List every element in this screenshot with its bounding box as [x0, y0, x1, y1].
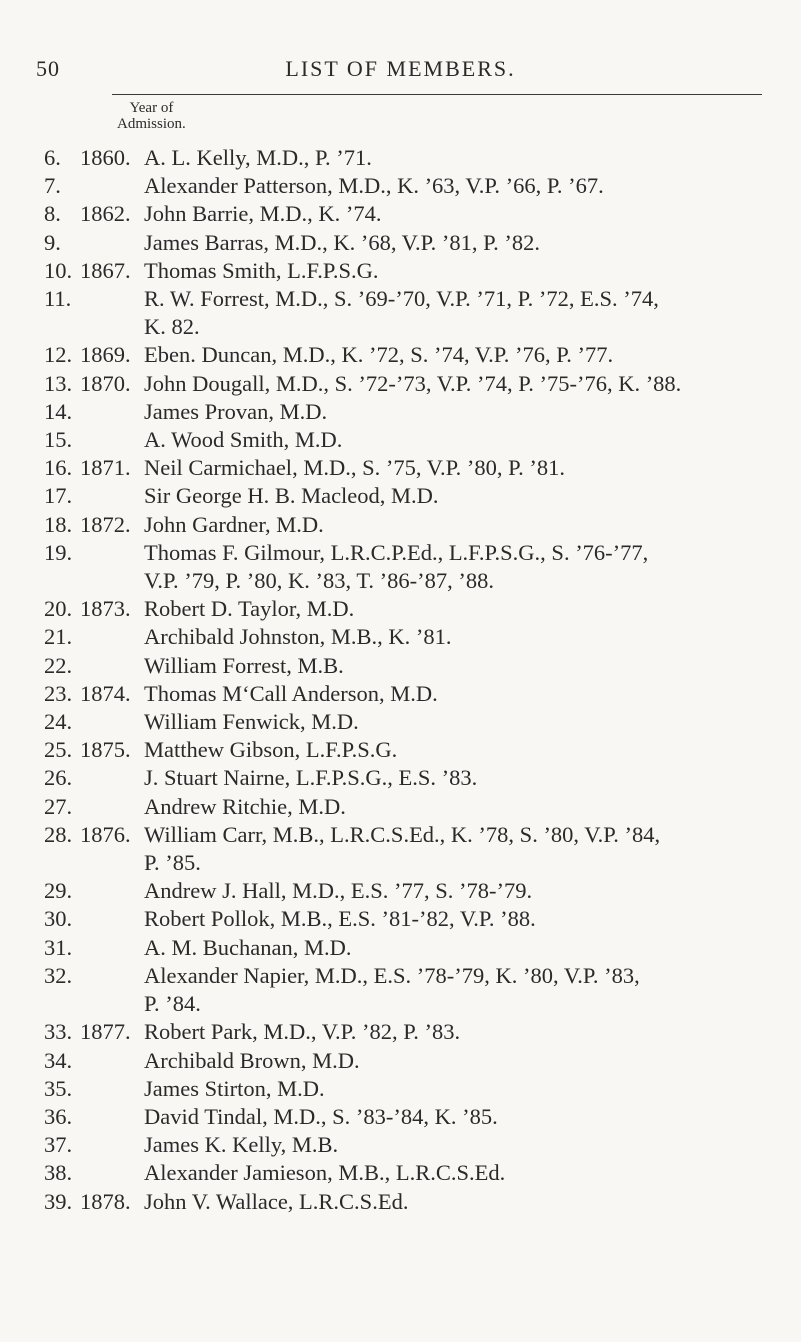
member-entry: [0, 144, 801, 172]
header-rule: [112, 94, 762, 95]
member-details: [144, 1103, 769, 1131]
member-name-line: A. Wood Smith, M.D.: [144, 427, 343, 453]
member-name-line: James Provan, M.D.: [144, 398, 328, 424]
entry-number: 22.: [44, 652, 73, 678]
member-details: [144, 877, 769, 905]
member-name-line: J. Stuart Nairne, L.F.P.S.G., E.S. ’83.: [144, 765, 478, 791]
member-entry: [0, 1131, 801, 1159]
member-continuation-line: P. ’85.: [144, 850, 201, 876]
member-name-line: Archibald Brown, M.D.: [144, 1047, 360, 1073]
member-name-line: James Stirton, M.D.: [144, 1075, 325, 1101]
member-name-line: Matthew Gibson, L.F.P.S.G.: [144, 737, 398, 763]
entry-number: 25.: [44, 737, 73, 763]
column-heading: [117, 100, 186, 132]
admission-year: 1875.: [80, 737, 131, 763]
member-name-line: David Tindal, M.D., S. ’83-’84, K. ’85.: [144, 1103, 498, 1129]
member-entry: [0, 1103, 801, 1131]
member-name-line: John Gardner, M.D.: [144, 511, 324, 537]
member-details: [144, 341, 769, 369]
entry-number: 19.: [44, 539, 73, 565]
admission-year: 1877.: [80, 1019, 131, 1045]
member-name-line: Alexander Patterson, M.D., K. ’63, V.P. ’66, P. ’67.: [144, 173, 604, 199]
member-details: [144, 539, 769, 595]
entry-number: 14.: [44, 398, 73, 424]
member-details: [144, 1159, 769, 1187]
entry-number: 7.: [44, 173, 61, 199]
member-name-line: Thomas Smith, L.F.P.S.G.: [144, 257, 379, 283]
member-details: [144, 821, 769, 877]
column-heading-line2: Admission.: [117, 116, 186, 132]
entry-number: 36.: [44, 1103, 73, 1129]
member-name-line: William Fenwick, M.D.: [144, 709, 359, 735]
member-entry: [0, 764, 801, 792]
member-details: [144, 962, 769, 1018]
entry-number: 31.: [44, 934, 73, 960]
member-details: [144, 144, 769, 172]
entry-number: 26.: [44, 765, 73, 791]
member-details: [144, 595, 769, 623]
member-details: [144, 482, 769, 510]
admission-year: 1876.: [80, 821, 131, 847]
entry-number: 29.: [44, 878, 73, 904]
member-entry: [0, 285, 801, 341]
admission-year: 1874.: [80, 680, 131, 706]
admission-year: 1878.: [80, 1188, 131, 1214]
member-details: [144, 285, 769, 341]
member-details: [144, 426, 769, 454]
member-entry: [0, 200, 801, 228]
member-name-line: James K. Kelly, M.B.: [144, 1132, 339, 1158]
member-details: [144, 454, 769, 482]
member-details: [144, 370, 769, 398]
entry-number: 30.: [44, 906, 73, 932]
member-entry: [0, 341, 801, 369]
member-details: [144, 652, 769, 680]
member-details: [144, 1018, 769, 1046]
entry-number: 9.: [44, 229, 61, 255]
member-entry: [0, 1075, 801, 1103]
member-name-line: John Barrie, M.D., K. ’74.: [144, 201, 382, 227]
entry-number: 24.: [44, 709, 73, 735]
member-entry: [0, 1159, 801, 1187]
member-entry: [0, 1018, 801, 1046]
admission-year: 1869.: [80, 342, 131, 368]
member-name-line: William Forrest, M.B.: [144, 652, 344, 678]
member-entry: [0, 652, 801, 680]
member-name-line: R. W. Forrest, M.D., S. ’69-’70, V.P. ’71, P. ’72, E.S. ’74,: [144, 286, 659, 312]
column-heading-line1: Year of: [129, 100, 174, 116]
member-details: [144, 680, 769, 708]
entry-number: 16.: [44, 455, 73, 481]
member-details: [144, 793, 769, 821]
entry-number: 12.: [44, 342, 73, 368]
member-name-line: Robert Pollok, M.B., E.S. ’81-’82, V.P. ’88.: [144, 906, 536, 932]
member-details: [144, 764, 769, 792]
member-details: [144, 1047, 769, 1075]
member-details: [144, 398, 769, 426]
entry-number: 32.: [44, 962, 73, 988]
member-entry: [0, 793, 801, 821]
member-details: [144, 623, 769, 651]
member-entry: [0, 708, 801, 736]
running-title: LIST OF MEMBERS.: [285, 56, 516, 81]
member-entry: [0, 962, 801, 1018]
entry-number: 35.: [44, 1075, 73, 1101]
member-continuation-line: K. 82.: [144, 314, 200, 340]
member-entry: [0, 934, 801, 962]
member-details: [144, 1075, 769, 1103]
member-entry: [0, 877, 801, 905]
entry-number: 28.: [44, 821, 73, 847]
member-name-line: James Barras, M.D., K. ’68, V.P. ’81, P. ’82.: [144, 229, 541, 255]
admission-year: 1870.: [80, 370, 131, 396]
member-entry: [0, 370, 801, 398]
member-continuation-line: P. ’84.: [144, 991, 201, 1017]
member-name-line: Alexander Napier, M.D., E.S. ’78-’79, K. ’80, V.P. ’83,: [144, 962, 640, 988]
member-name-line: Thomas M‘Call Anderson, M.D.: [144, 680, 438, 706]
member-name-line: Archibald Johnston, M.B., K. ’81.: [144, 624, 452, 650]
entry-number: 21.: [44, 624, 73, 650]
entry-number: 33.: [44, 1019, 73, 1045]
entry-number: 13.: [44, 370, 73, 396]
member-details: [144, 511, 769, 539]
entry-number: 34.: [44, 1047, 73, 1073]
member-details: [144, 708, 769, 736]
page-number: 50: [36, 56, 60, 81]
entry-number: 27.: [44, 793, 73, 819]
admission-year: 1871.: [80, 455, 131, 481]
entry-number: 17.: [44, 483, 73, 509]
member-name-line: Robert Park, M.D., V.P. ’82, P. ’83.: [144, 1019, 461, 1045]
entry-number: 39.: [44, 1188, 73, 1214]
member-entry: [0, 623, 801, 651]
member-entry: [0, 539, 801, 595]
member-name-line: Andrew J. Hall, M.D., E.S. ’77, S. ’78-’79.: [144, 878, 533, 904]
member-name-line: Andrew Ritchie, M.D.: [144, 793, 346, 819]
member-entry: [0, 257, 801, 285]
member-details: [144, 172, 769, 200]
admission-year: 1872.: [80, 511, 131, 537]
member-name-line: A. M. Buchanan, M.D.: [144, 934, 352, 960]
member-details: [144, 1188, 769, 1216]
member-entry: [0, 595, 801, 623]
admission-year: 1862.: [80, 201, 131, 227]
member-details: [144, 257, 769, 285]
member-entry: [0, 1047, 801, 1075]
entry-number: 6.: [44, 145, 61, 170]
entry-number: 20.: [44, 596, 73, 622]
entry-number: 11.: [44, 286, 72, 312]
member-name-line: Thomas F. Gilmour, L.R.C.P.Ed., L.F.P.S.G., S. ’76-’77,: [144, 539, 649, 565]
member-name-line: Robert D. Taylor, M.D.: [144, 596, 355, 622]
member-name-line: A. L. Kelly, M.D., P. ’71.: [144, 145, 372, 170]
admission-year: 1867.: [80, 257, 131, 283]
member-entry: [0, 1188, 801, 1216]
member-list: [0, 144, 801, 1216]
entry-number: 23.: [44, 680, 73, 706]
member-entry: [0, 454, 801, 482]
member-name-line: Eben. Duncan, M.D., K. ’72, S. ’74, V.P. ’76, P. ’77.: [144, 342, 614, 368]
member-entry: [0, 172, 801, 200]
member-entry: [0, 229, 801, 257]
entry-number: 18.: [44, 511, 73, 537]
member-entry: [0, 736, 801, 764]
entry-number: 8.: [44, 201, 61, 227]
member-entry: [0, 398, 801, 426]
member-entry: [0, 426, 801, 454]
member-name-line: John V. Wallace, L.R.C.S.Ed.: [144, 1188, 409, 1214]
member-details: [144, 200, 769, 228]
member-details: [144, 1131, 769, 1159]
entry-number: 37.: [44, 1132, 73, 1158]
entry-number: 15.: [44, 427, 73, 453]
member-details: [144, 229, 769, 257]
member-entry: [0, 905, 801, 933]
member-details: [144, 905, 769, 933]
member-name-line: William Carr, M.B., L.R.C.S.Ed., K. ’78, S. ’80, V.P. ’84,: [144, 821, 661, 847]
member-continuation-line: V.P. ’79, P. ’80, K. ’83, T. ’86-’87, ’88.: [144, 568, 495, 594]
member-name-line: Alexander Jamieson, M.B., L.R.C.S.Ed.: [144, 1160, 506, 1186]
member-entry: [0, 680, 801, 708]
member-details: [144, 736, 769, 764]
member-entry: [0, 821, 801, 877]
member-entry: [0, 482, 801, 510]
member-name-line: Sir George H. B. Macleod, M.D.: [144, 483, 439, 509]
admission-year: 1860.: [80, 145, 131, 170]
member-details: [144, 934, 769, 962]
page-header: [0, 0, 801, 90]
admission-year: 1873.: [80, 596, 131, 622]
entry-number: 10.: [44, 257, 73, 283]
entry-number: 38.: [44, 1160, 73, 1186]
member-name-line: Neil Carmichael, M.D., S. ’75, V.P. ’80, P. ’81.: [144, 455, 566, 481]
member-name-line: John Dougall, M.D., S. ’72-’73, V.P. ’74, P. ’75-’76, K. ’88.: [144, 370, 682, 396]
member-entry: [0, 511, 801, 539]
